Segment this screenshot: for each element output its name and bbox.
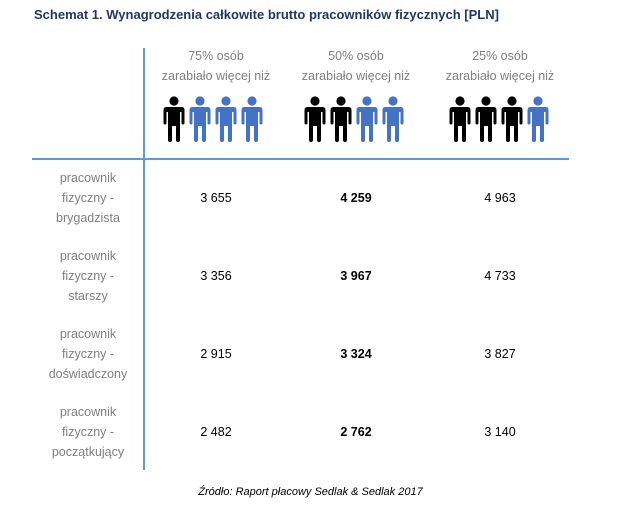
row-label-line: fizyczny - [61, 269, 115, 283]
value-cell: 3 356 [200, 269, 232, 283]
value-cell-median: 4 259 [340, 191, 372, 205]
person-icon [304, 96, 326, 142]
row-label-line: pracownik [59, 249, 117, 263]
value-cell: 3 827 [484, 347, 516, 361]
value-cell: 2 482 [200, 425, 232, 439]
person-icon [527, 96, 549, 142]
person-icon [449, 96, 471, 142]
person-icon [382, 96, 404, 142]
row-label-line: fizyczny - [61, 347, 115, 361]
column-header-line2: zarabiało więcej niż [445, 69, 555, 83]
row-label-line: pracownik [59, 171, 117, 185]
column-header-line2: zarabiało więcej niż [301, 69, 411, 83]
row-label-line: pracownik [59, 405, 117, 419]
person-icon [475, 96, 497, 142]
value-cell: 3 655 [200, 191, 232, 205]
person-icon [330, 96, 352, 142]
row-label-line: brygadzista [56, 211, 120, 225]
row-label-poczatkujacy [32, 402, 144, 462]
horizontal-divider [32, 158, 569, 160]
source-note: Źródło: Raport płacowy Sedlak & Sedlak 2017 [198, 486, 423, 498]
person-icon [241, 96, 263, 142]
column-header-line1: 25% osób [472, 49, 528, 63]
row-label-line: doświadczony [48, 367, 128, 381]
row-label-line: fizyczny - [61, 425, 115, 439]
row-label-starszy [32, 246, 144, 306]
column-header-75 [146, 46, 286, 86]
person-icon [356, 96, 378, 142]
value-cell-median: 2 762 [340, 425, 372, 439]
value-cell: 4 963 [484, 191, 516, 205]
chart-title: Schemat 1. Wynagrodzenia całkowite brutto pracowników fizycznych [PLN] [34, 7, 499, 22]
value-cell: 2 915 [200, 347, 232, 361]
value-cell: 4 733 [484, 269, 516, 283]
column-header-line1: 75% osób [188, 49, 244, 63]
value-cell: 3 140 [484, 425, 516, 439]
value-cell-median: 3 324 [340, 347, 372, 361]
person-icon [189, 96, 211, 142]
row-label-line: pracownik [59, 327, 117, 341]
row-label-brygadzista [32, 168, 144, 228]
row-label-line: początkujący [51, 445, 125, 459]
column-header-line2: zarabiało więcej niż [161, 69, 271, 83]
value-cell-median: 3 967 [340, 269, 372, 283]
person-icon [501, 96, 523, 142]
person-icon [215, 96, 237, 142]
row-label-doswiadczony [32, 324, 144, 384]
figure-group-75 [163, 96, 263, 142]
column-header-25 [430, 46, 570, 86]
row-label-line: starszy [68, 289, 108, 303]
figure-group-25 [449, 96, 549, 142]
figure-group-50 [304, 96, 404, 142]
column-header-line1: 50% osób [328, 49, 384, 63]
column-header-50 [286, 46, 426, 86]
row-label-line: fizyczny - [61, 191, 115, 205]
person-icon [163, 96, 185, 142]
